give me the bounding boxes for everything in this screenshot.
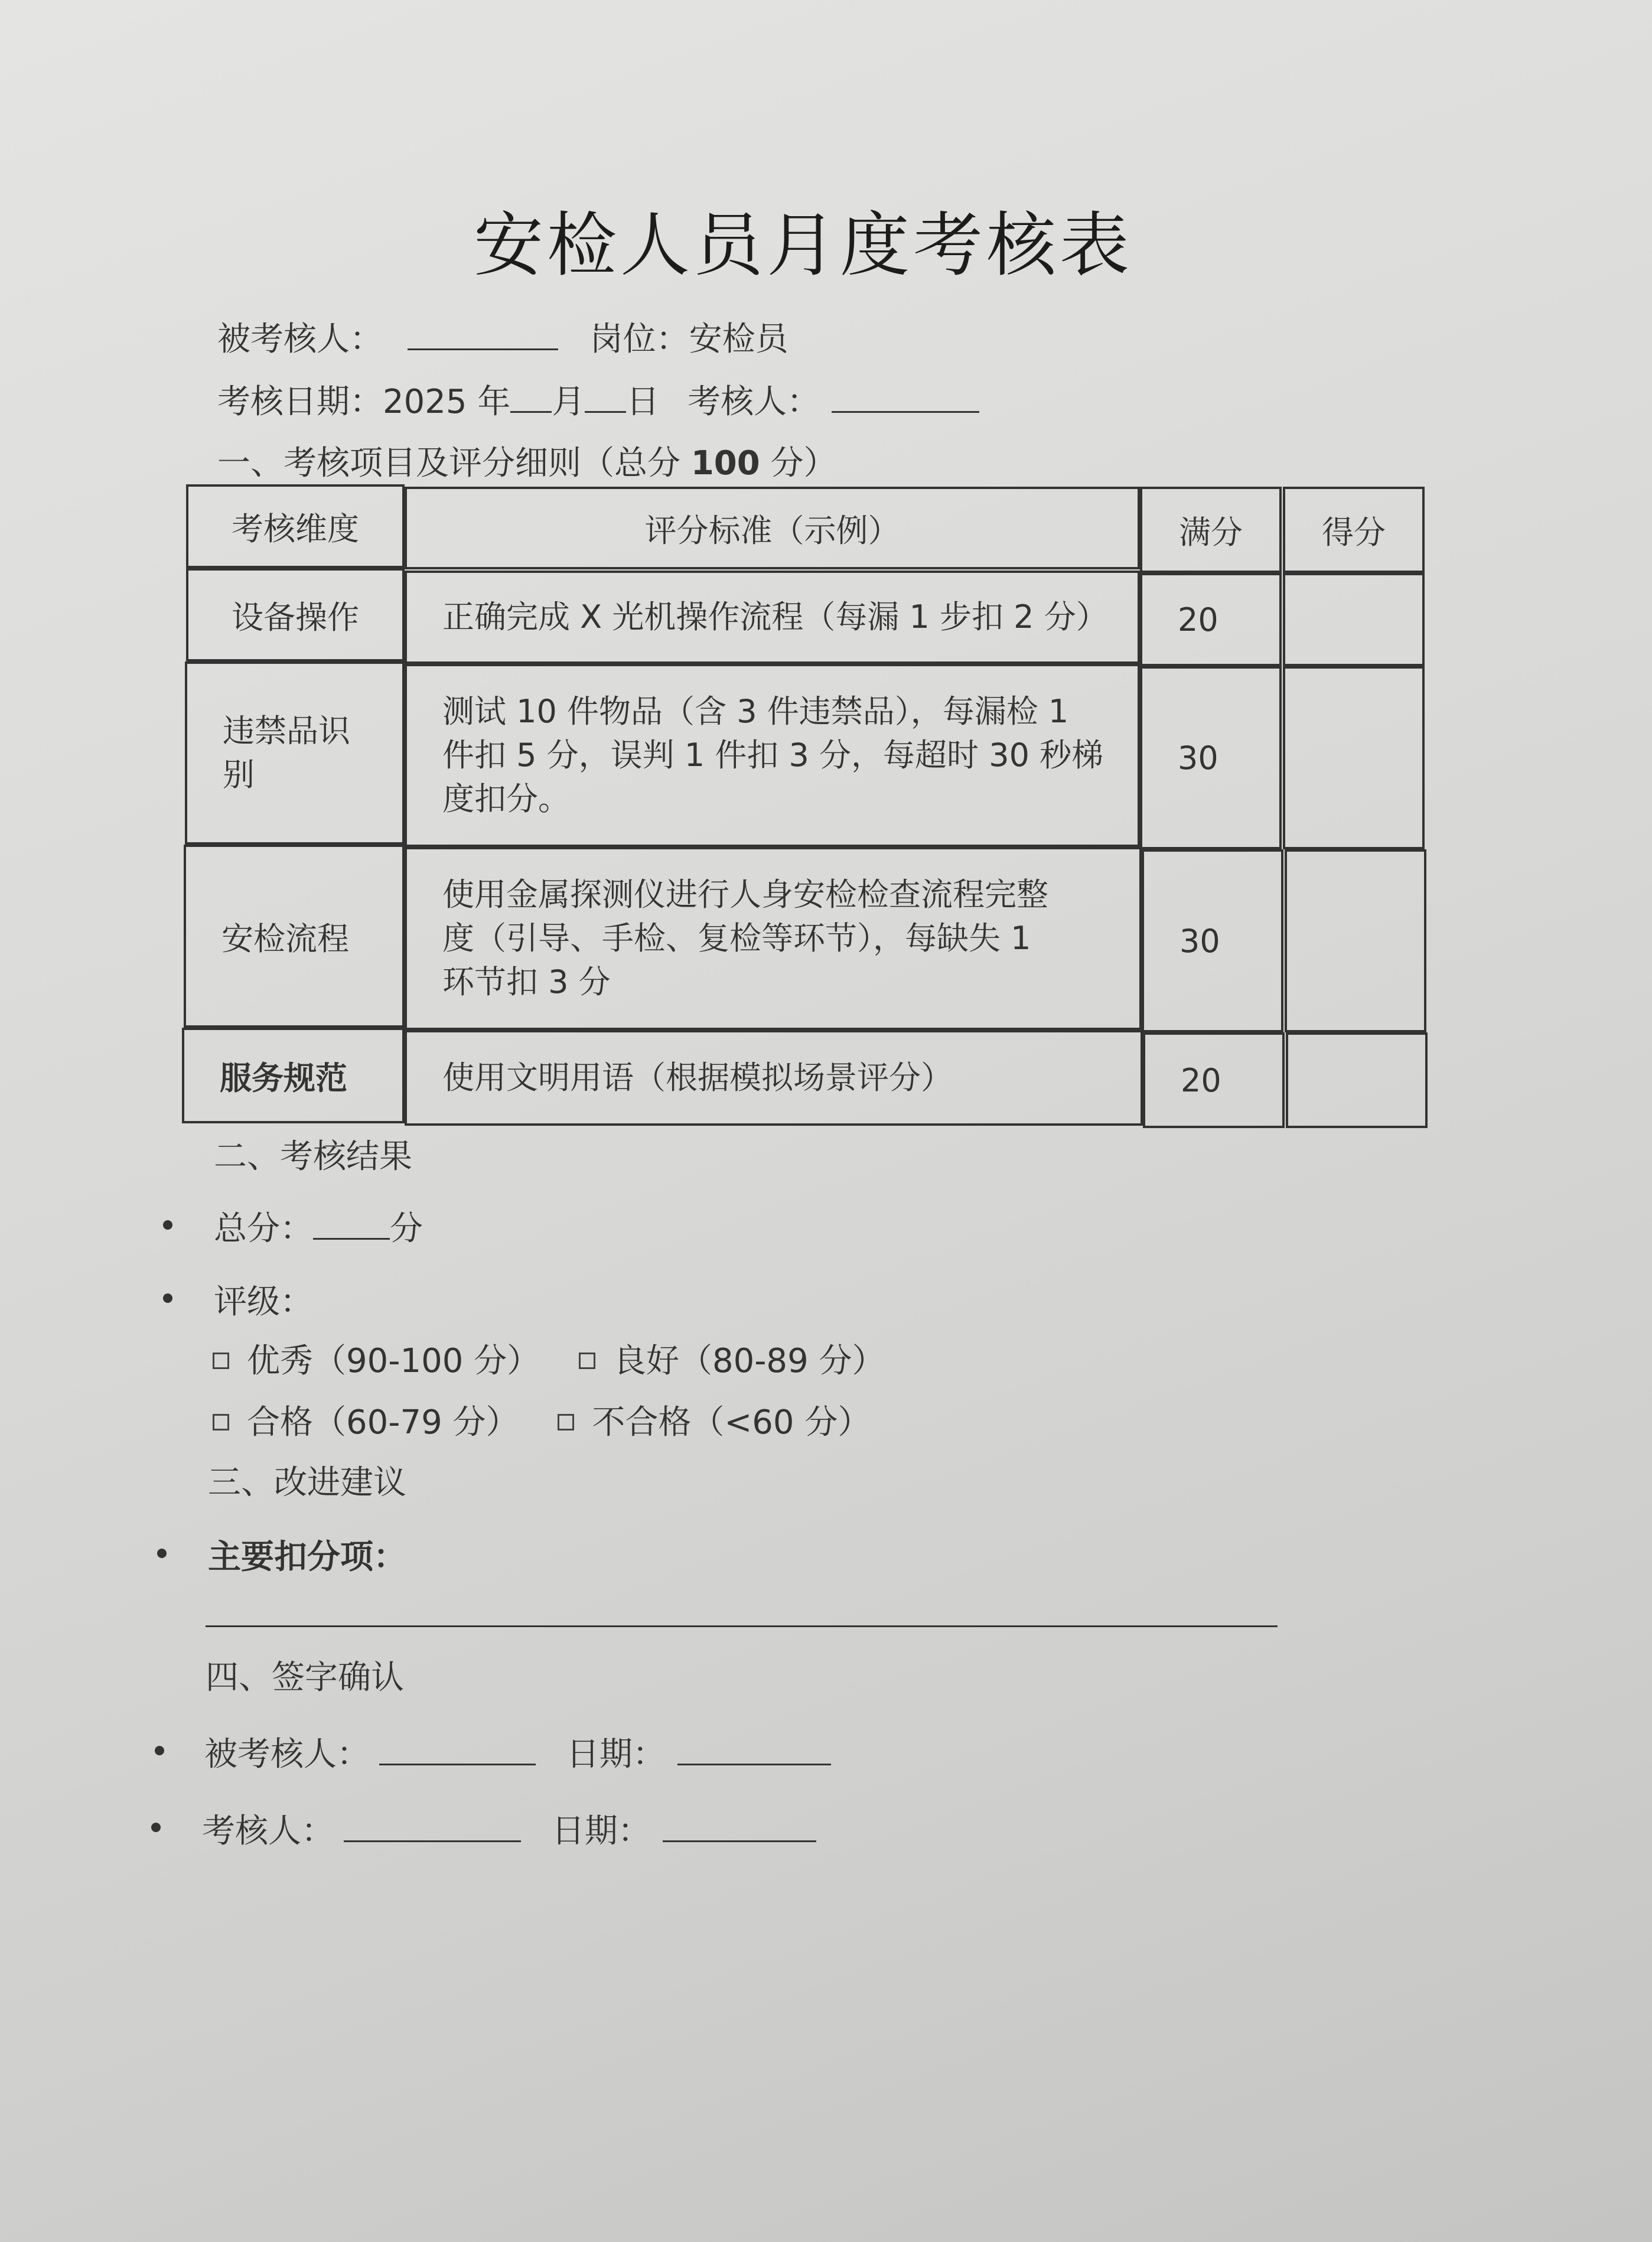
date-year: 2025 年 bbox=[383, 383, 511, 421]
row3-criteria-line2: 度（引导、手检、复检等环节），每缺失 1 bbox=[442, 920, 1031, 957]
total-blank[interactable] bbox=[313, 1207, 390, 1240]
row3-dimension: 安检流程 bbox=[184, 845, 405, 1028]
row3-full: 30 bbox=[1142, 849, 1283, 1032]
option-fail: 不合格（<60 分） bbox=[592, 1403, 871, 1442]
examinee-line bbox=[217, 313, 788, 360]
bullet bbox=[157, 1549, 167, 1558]
rating-options-row2 bbox=[213, 1396, 871, 1443]
rating-options-row1 bbox=[213, 1335, 885, 1382]
row1-criteria: 正确完成 X 光机操作流程（每漏 1 步扣 2 分） bbox=[405, 571, 1140, 664]
date-month: 月 bbox=[552, 383, 585, 421]
sign-examinee-date-label: 日期： bbox=[566, 1735, 666, 1774]
total-score-line bbox=[214, 1203, 423, 1250]
row2-dimension-line2: 别 bbox=[223, 756, 255, 793]
sign-examiner-blank[interactable] bbox=[344, 1810, 521, 1842]
row4-full: 20 bbox=[1143, 1032, 1285, 1128]
examinee-blank[interactable] bbox=[408, 318, 558, 350]
deductions-line[interactable] bbox=[206, 1625, 1278, 1627]
month-blank[interactable] bbox=[510, 380, 552, 413]
bullet bbox=[163, 1293, 172, 1303]
sign-examiner-label: 考核人： bbox=[202, 1812, 334, 1850]
examiner-label: 考核人： bbox=[687, 383, 820, 421]
position-value: 安检员 bbox=[689, 320, 788, 359]
row2-criteria-line2: 件扣 5 分，误判 1 件扣 3 分，每超时 30 秒梯 bbox=[442, 737, 1104, 774]
row3-score[interactable] bbox=[1285, 849, 1426, 1032]
row1-full: 20 bbox=[1140, 573, 1282, 666]
date-day: 日 bbox=[626, 383, 660, 421]
position-label: 岗位： bbox=[589, 320, 689, 359]
row4-criteria: 使用文明用语（根据模拟场景评分） bbox=[405, 1030, 1143, 1126]
deductions-label: 主要扣分项： bbox=[208, 1538, 406, 1576]
sign-examiner-date-label: 日期： bbox=[551, 1812, 651, 1850]
rating-label: 评级： bbox=[214, 1283, 313, 1321]
section1-heading bbox=[217, 437, 837, 484]
header-criteria: 评分标准（示例） bbox=[405, 487, 1140, 569]
row3-criteria bbox=[405, 847, 1142, 1030]
header-score: 得分 bbox=[1283, 487, 1425, 573]
row3-criteria-line1: 使用金属探测仪进行人身安检检查流程完整 bbox=[442, 876, 1048, 913]
row1-score[interactable] bbox=[1283, 573, 1425, 666]
option-pass: 合格（60-79 分） bbox=[247, 1403, 519, 1442]
page-title: 安检人员月度考核表 bbox=[473, 204, 1133, 286]
row4-score[interactable] bbox=[1286, 1032, 1428, 1128]
section3-heading: 三、改进建议 bbox=[208, 1464, 406, 1502]
day-blank[interactable] bbox=[585, 380, 626, 413]
examiner-signature-line bbox=[202, 1805, 816, 1852]
row2-dimension-line1: 违禁品识 bbox=[223, 712, 350, 749]
total-unit: 分 bbox=[390, 1210, 423, 1248]
row2-full: 30 bbox=[1140, 666, 1282, 849]
bullet bbox=[163, 1220, 172, 1230]
examinee-signature-line bbox=[204, 1728, 831, 1775]
sign-examinee-blank[interactable] bbox=[379, 1733, 536, 1765]
section4-heading: 四、签字确认 bbox=[206, 1658, 404, 1697]
section1-heading-suffix: 分） bbox=[760, 444, 837, 483]
section2-heading: 二、考核结果 bbox=[214, 1138, 412, 1176]
examinee-label: 被考核人： bbox=[217, 320, 383, 359]
checkbox-fail[interactable] bbox=[558, 1414, 574, 1430]
date-line bbox=[217, 376, 979, 423]
row3-criteria-line3: 环节扣 3 分 bbox=[442, 963, 611, 1001]
header-full: 满分 bbox=[1140, 487, 1282, 573]
row2-criteria-line1: 测试 10 件物品（含 3 件违禁品），每漏检 1 bbox=[442, 693, 1069, 730]
row2-dimension bbox=[185, 661, 405, 845]
checkbox-good[interactable] bbox=[579, 1353, 595, 1369]
section1-heading-total: 100 bbox=[690, 444, 760, 483]
row4-dimension: 服务规范 bbox=[182, 1028, 405, 1123]
row1-dimension: 设备操作 bbox=[186, 568, 405, 661]
sign-examinee-label: 被考核人： bbox=[204, 1735, 370, 1774]
checkbox-pass[interactable] bbox=[213, 1414, 229, 1430]
row2-score[interactable] bbox=[1283, 666, 1425, 849]
row2-criteria bbox=[405, 664, 1140, 847]
header-dimension: 考核维度 bbox=[186, 484, 405, 568]
option-excellent: 优秀（90-100 分） bbox=[247, 1342, 540, 1380]
sign-examinee-date-blank[interactable] bbox=[677, 1733, 831, 1765]
date-label: 考核日期： bbox=[217, 383, 383, 421]
examiner-blank[interactable] bbox=[832, 380, 979, 413]
sign-examiner-date-blank[interactable] bbox=[663, 1810, 816, 1842]
option-good: 良好（80-89 分） bbox=[612, 1342, 885, 1380]
total-label: 总分： bbox=[214, 1210, 313, 1248]
bullet bbox=[151, 1823, 161, 1832]
bullet bbox=[155, 1746, 164, 1755]
section1-heading-prefix: 一、考核项目及评分细则（总分 bbox=[217, 444, 691, 483]
checkbox-excellent[interactable] bbox=[213, 1353, 229, 1369]
row2-criteria-line3: 度扣分。 bbox=[442, 780, 570, 817]
